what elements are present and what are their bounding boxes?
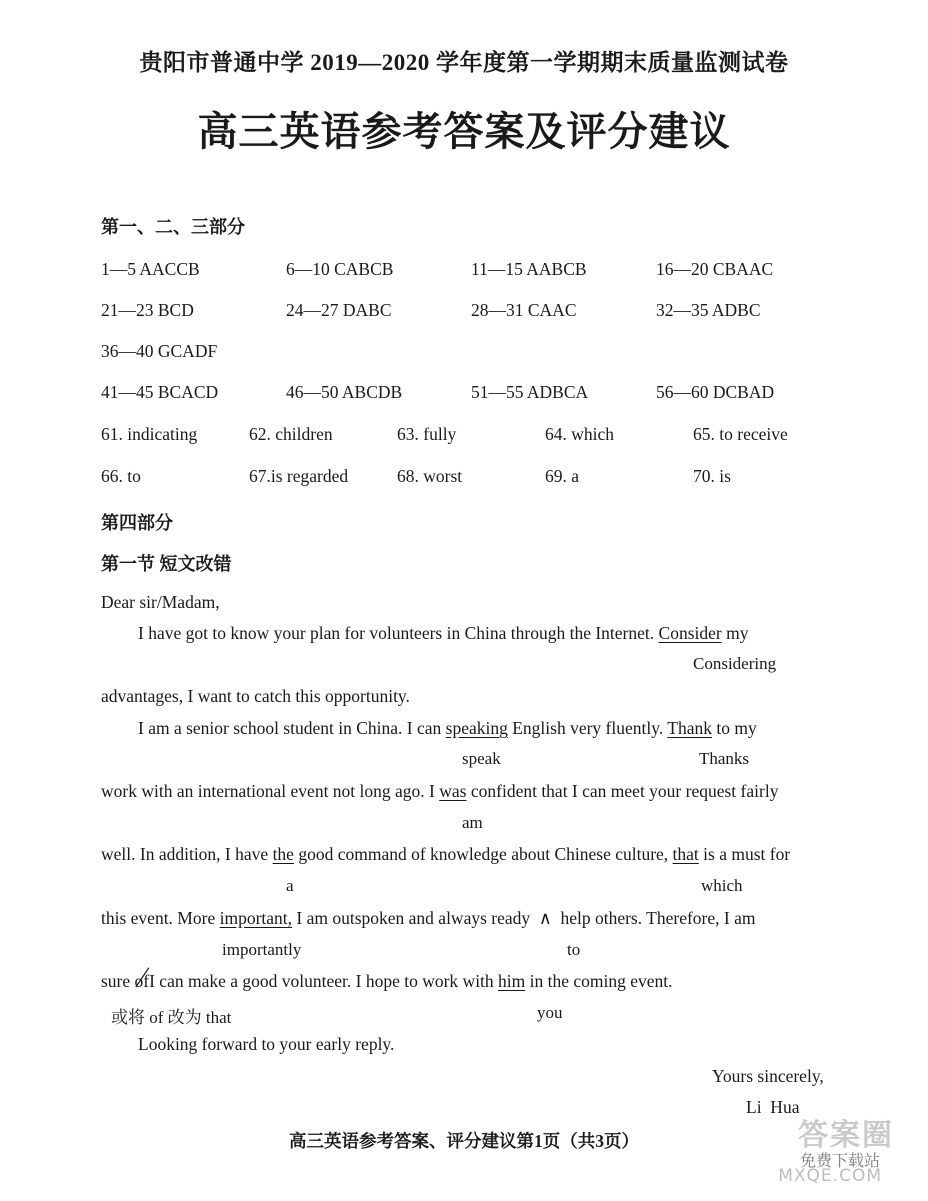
correction: to (567, 940, 581, 959)
correction: importantly (222, 940, 302, 959)
letter-sign-off: Yours sincerely, (712, 1066, 824, 1086)
correction: am (462, 813, 483, 832)
answer-cell: 65. to receive (693, 424, 788, 444)
answer-cell: 69. a (545, 466, 580, 486)
correction: a (286, 876, 294, 895)
answer-cell: 41—45 BCACD (101, 382, 219, 402)
part1-heading: 第一、二、三部分 (101, 217, 245, 237)
correction: which (701, 876, 743, 895)
error-word: was (439, 781, 467, 801)
answer-cell: 70. is (693, 466, 731, 486)
error-word: him (498, 971, 526, 991)
answer-cell: 66. to (101, 466, 141, 486)
answer-cell: 11—15 AABCB (471, 259, 587, 279)
strike-mark-icon (135, 967, 150, 988)
exam-header: 贵阳市普通中学 2019—2020 学年度第一学期期末质量监测试卷 (139, 50, 789, 75)
correction: Thanks (699, 749, 750, 768)
letter-greeting: Dear sir/Madam, (101, 592, 220, 612)
answer-cell: 62. children (249, 424, 333, 444)
correction: you (537, 1003, 563, 1022)
letter-closing: Looking forward to your early reply. (138, 1034, 395, 1054)
answer-cell: 1—5 AACCB (101, 259, 200, 279)
answer-cell: 68. worst (397, 466, 463, 486)
answer-cell: 32—35 ADBC (656, 300, 761, 320)
answer-cell: 64. which (545, 424, 615, 444)
letter-signature: Li Hua (746, 1097, 800, 1117)
letter-line: I have got to know your plan for volunteers in China through the Internet. Consider my (138, 623, 749, 643)
answer-cell: 51—55 ADBCA (471, 382, 589, 402)
error-word: that (672, 844, 699, 864)
letter-line: I am a senior school student in China. I can speaking English very fluently. Thank to my (138, 718, 757, 738)
answer-cell: 46—50 ABCDB (286, 382, 403, 402)
answer-cell: 28—31 CAAC (471, 300, 577, 320)
answer-cell: 16—20 CBAAC (656, 259, 774, 279)
watermark-url: MXQE.COM (778, 1166, 882, 1186)
error-word: the (272, 844, 294, 864)
letter-line: work with an international event not long ago. I was confident that I can meet your request fairly (101, 781, 779, 801)
correction: speak (462, 749, 501, 768)
deleted-word: of (135, 971, 150, 992)
answer-cell: 56—60 DCBAD (656, 382, 775, 402)
correction: 或将 of 改为 that (111, 1008, 232, 1027)
part4-heading: 第四部分 (101, 513, 173, 533)
section1-heading: 第一节 短文改错 (101, 554, 232, 574)
answer-cell: 36—40 GCADF (101, 341, 218, 361)
document-title: 高三英语参考答案及评分建议 (197, 109, 731, 154)
watermark-title: 答案圈 (798, 1118, 894, 1153)
error-word: Consider (658, 623, 722, 643)
correction: Considering (693, 654, 777, 673)
watermark-logo (732, 1108, 902, 1188)
answer-cell: 63. fully (397, 424, 457, 444)
watermark-subtitle: 免费下载站 (799, 1151, 880, 1170)
answer-cell: 21—23 BCD (101, 300, 194, 320)
letter-line: advantages, I want to catch this opportunity. (101, 686, 410, 706)
answer-cell: 24—27 DABC (286, 300, 392, 320)
error-word: speaking (445, 718, 508, 738)
page-footer: 高三英语参考答案、评分建议第1页（共3页） (289, 1131, 639, 1151)
error-word: Thank (667, 718, 713, 738)
answer-cell: 6—10 CABCB (286, 259, 394, 279)
answer-cell: 61. indicating (101, 424, 198, 444)
letter-line: this event. More important, I am outspoken and always ready ∧ help others. Therefore, I am (101, 908, 756, 928)
letter-line: well. In addition, I have the good command of knowledge about Chinese culture, that is a must for (101, 844, 791, 864)
answer-cell: 67.is regarded (249, 466, 349, 486)
letter-line: sure of I can make a good volunteer. I hope to work with him in the coming event. (101, 971, 673, 992)
error-word: important, (219, 908, 293, 928)
insert-caret: ∧ (538, 908, 552, 928)
